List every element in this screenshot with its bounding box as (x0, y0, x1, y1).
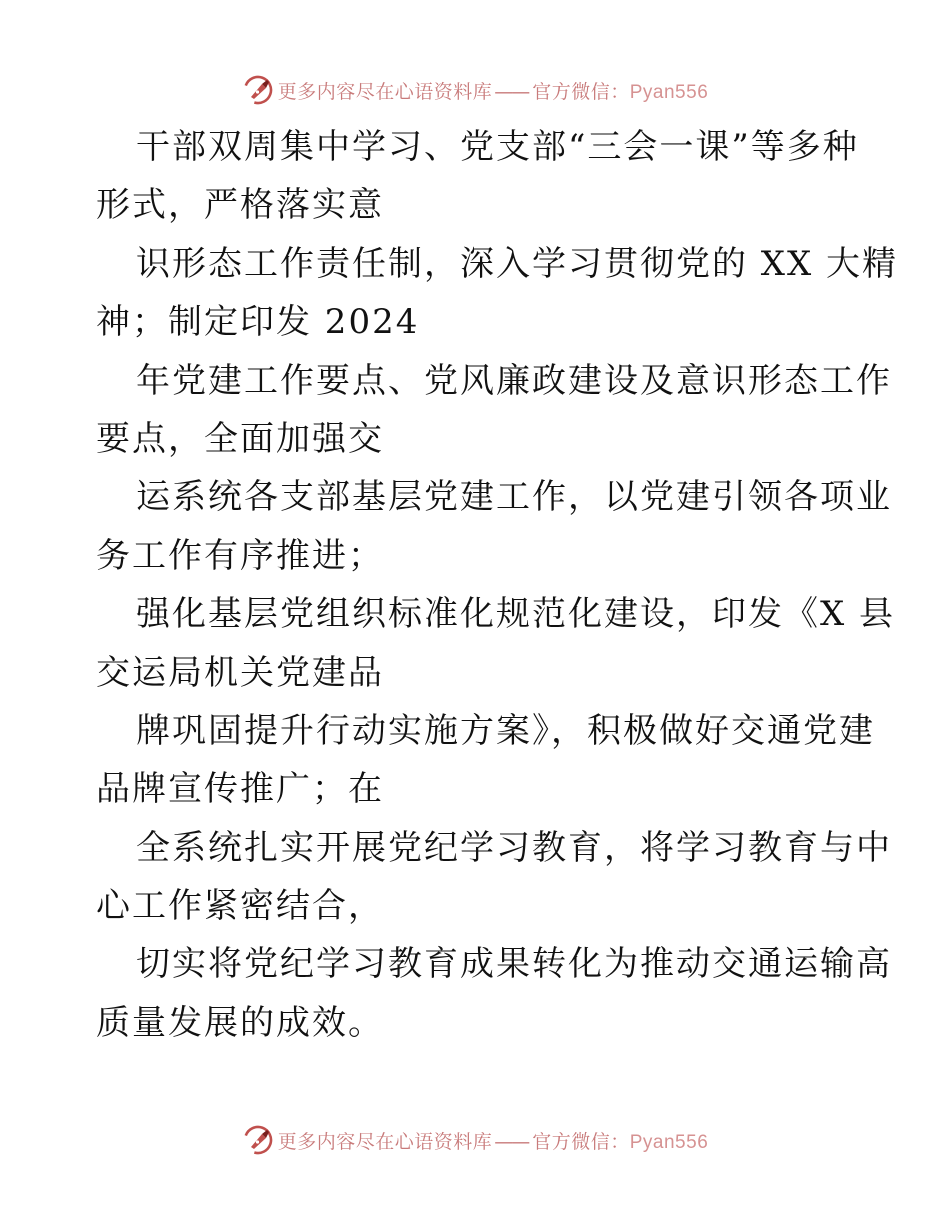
watermark-wechat-id: Pyan556 (629, 1131, 709, 1153)
footer-watermark-banner (0, 1122, 950, 1158)
body-line: 心工作紧密结合， (96, 886, 384, 927)
body-line: 牌巩固提升行动实施方案》，积极做好交通党建 (136, 710, 875, 751)
pen-nib-circle-icon (242, 1124, 274, 1156)
body-line: 形式，严格落实意 (96, 185, 384, 226)
pen-nib-circle-icon (242, 74, 274, 106)
watermark-separator: —— (494, 1130, 529, 1153)
watermark-wechat-id: Pyan556 (629, 81, 709, 103)
body-line: 品牌宣传推广；在 (96, 769, 384, 810)
body-line: 年党建工作要点、党风廉政建设及意识形态工作 (136, 360, 892, 401)
body-line: 切实将党纪学习教育成果转化为推动交通运输高 (136, 944, 892, 985)
body-line: 识形态工作责任制，深入学习贯彻党的 XX 大精 (136, 243, 899, 284)
body-line: 神；制定印发 2024 (96, 302, 420, 343)
body-line: 强化基层党组织标准化规范化建设，印发《X 县 (136, 594, 896, 635)
body-line: 质量发展的成效。 (96, 1002, 384, 1043)
body-line: 务工作有序推进； (96, 535, 384, 576)
watermark-separator: —— (494, 80, 529, 103)
watermark-site-name: 更多内容尽在心语资料库 (277, 1130, 493, 1153)
body-line: 全系统扎实开展党纪学习教育，将学习教育与中 (136, 827, 892, 868)
watermark-wechat-label: 官方微信： (532, 80, 630, 103)
body-line: 要点，全面加强交 (96, 418, 384, 459)
body-line: 运系统各支部基层党建工作，以党建引领各项业 (136, 477, 892, 518)
header-watermark-banner (0, 72, 950, 108)
watermark-text (278, 1127, 709, 1154)
document-body (96, 118, 899, 1052)
watermark-wechat-label: 官方微信： (532, 1130, 630, 1153)
watermark-site-name: 更多内容尽在心语资料库 (277, 80, 493, 103)
watermark-text (278, 77, 709, 104)
body-line: 交运局机关党建品 (96, 652, 384, 693)
body-line: 干部双周集中学习、党支部“三会一课”等多种 (136, 127, 859, 167)
